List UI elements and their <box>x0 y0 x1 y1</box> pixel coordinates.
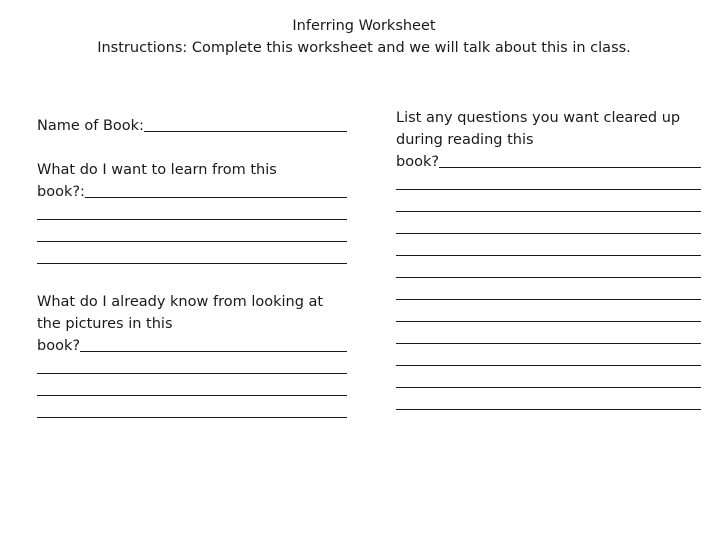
know-question-line-3: book? <box>37 338 81 354</box>
questions-prompt <box>396 107 701 415</box>
learn-question <box>37 159 347 269</box>
questions-answer-line[interactable] <box>396 393 701 415</box>
questions-answer-line[interactable] <box>396 173 701 195</box>
know-question-line-2: the pictures in this <box>37 316 173 332</box>
learn-answer-blank[interactable] <box>85 196 347 198</box>
questions-answer-line[interactable] <box>396 327 701 349</box>
questions-answer-blank[interactable] <box>439 166 701 168</box>
learn-answer-line[interactable] <box>37 247 347 269</box>
learn-question-line-1: What do I want to learn from this <box>37 162 277 178</box>
right-column <box>396 107 701 415</box>
book-name-blank[interactable] <box>144 130 347 132</box>
know-answer-blank[interactable] <box>80 350 347 352</box>
worksheet-header <box>0 15 728 59</box>
worksheet-instructions: Instructions: Complete this worksheet and we will talk about this in class. <box>97 40 631 56</box>
questions-answer-line[interactable] <box>396 195 701 217</box>
worksheet-title: Inferring Worksheet <box>292 18 436 34</box>
learn-question-line-2: book?: <box>37 184 85 200</box>
learn-answer-line[interactable] <box>37 225 347 247</box>
learn-answer-line[interactable] <box>37 203 347 225</box>
questions-prompt-line-3: book? <box>396 154 440 170</box>
learn-question-row-2 <box>37 181 347 203</box>
know-answer-line[interactable] <box>37 379 347 401</box>
questions-answer-line[interactable] <box>396 305 701 327</box>
left-column <box>37 115 347 423</box>
questions-answer-line[interactable] <box>396 283 701 305</box>
questions-answer-line[interactable] <box>396 261 701 283</box>
questions-answer-line[interactable] <box>396 217 701 239</box>
questions-prompt-row-3 <box>396 151 701 173</box>
know-question <box>37 291 347 423</box>
questions-answer-line[interactable] <box>396 239 701 261</box>
know-answer-line[interactable] <box>37 401 347 423</box>
know-answer-line[interactable] <box>37 357 347 379</box>
book-name-row <box>37 115 347 137</box>
questions-prompt-line-2: during reading this <box>396 132 534 148</box>
book-name-label: Name of Book: <box>37 118 144 134</box>
know-question-line-1: What do I already know from looking at <box>37 294 324 310</box>
questions-answer-line[interactable] <box>396 349 701 371</box>
know-question-row-3 <box>37 335 347 357</box>
questions-prompt-line-1: List any questions you want cleared up <box>396 110 681 126</box>
questions-answer-line[interactable] <box>396 371 701 393</box>
